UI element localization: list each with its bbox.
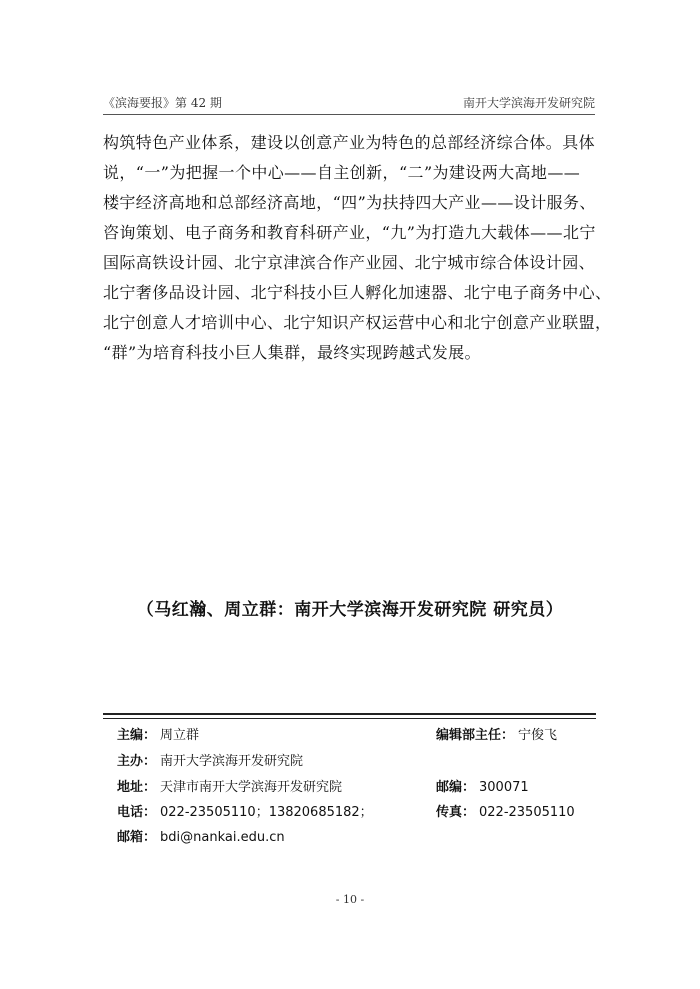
email-label: 邮箱： [117, 830, 157, 845]
dept-head-row [436, 724, 557, 743]
email-row [117, 826, 285, 845]
page-header [103, 94, 595, 114]
address-label: 地址： [117, 780, 157, 795]
footer-divider-thick [103, 713, 596, 715]
editor-row [117, 724, 199, 743]
postcode-label: 邮编： [436, 780, 476, 795]
address-row [117, 776, 342, 795]
page-number: - 10 - [335, 893, 365, 906]
phone-value: 022-23505110；13820685182； [160, 805, 373, 820]
body-line: “群”为培育科技小巨人集群，最终实现跨越式发展。 [103, 343, 481, 362]
fax-value: 022-23505110 [479, 805, 575, 820]
body-paragraph [103, 128, 612, 368]
editor-value: 周立群 [160, 728, 200, 743]
editor-label: 主编： [117, 728, 157, 743]
body-line: 北宁奢侈品设计园、北宁科技小巨人孵化加速器、北宁电子商务中心、 [103, 283, 612, 302]
address-value: 天津市南开大学滨海开发研究院 [160, 780, 343, 795]
body-line: 楼宇经济高地和总部经济高地，“四”为扶持四大产业——设计服务、 [103, 193, 596, 212]
postcode-row [436, 776, 529, 795]
header-divider [103, 114, 595, 115]
phone-label: 电话： [117, 805, 157, 820]
postcode-value: 300071 [479, 780, 529, 795]
sponsor-label: 主办： [117, 754, 157, 769]
body-line: 北宁创意人才培训中心、北宁知识产权运营中心和北宁创意产业联盟， [103, 313, 612, 332]
body-line: 咨询策划、电子商务和教育科研产业，“九”为打造九大载体——北宁 [103, 223, 596, 242]
body-line: 构筑特色产业体系，建设以创意产业为特色的总部经济综合体。具体 [103, 133, 596, 152]
body-line: 国际高铁设计园、北宁京津滨合作产业园、北宁城市综合体设计园、 [103, 253, 596, 272]
fax-label: 传真： [436, 805, 476, 820]
email-value[interactable]: bdi@nankai.edu.cn [160, 830, 285, 845]
fax-row [436, 801, 575, 820]
body-line: 说，“一”为把握一个中心——自主创新，“二”为建设两大高地—— [103, 163, 581, 182]
phone-row [117, 801, 373, 820]
sponsor-value: 南开大学滨海开发研究院 [160, 754, 304, 769]
footer-divider-thin [103, 718, 596, 719]
dept-head-label: 编辑部主任： [436, 728, 515, 743]
journal-issue: 《滨海要报》第 42 期 [103, 96, 222, 110]
author-attribution: （马红瀚、周立群：南开大学滨海开发研究院 研究员） [136, 600, 564, 620]
sponsor-row [117, 750, 303, 769]
dept-head-value: 宁俊飞 [518, 728, 558, 743]
institute-name: 南开大学滨海开发研究院 [462, 96, 595, 110]
